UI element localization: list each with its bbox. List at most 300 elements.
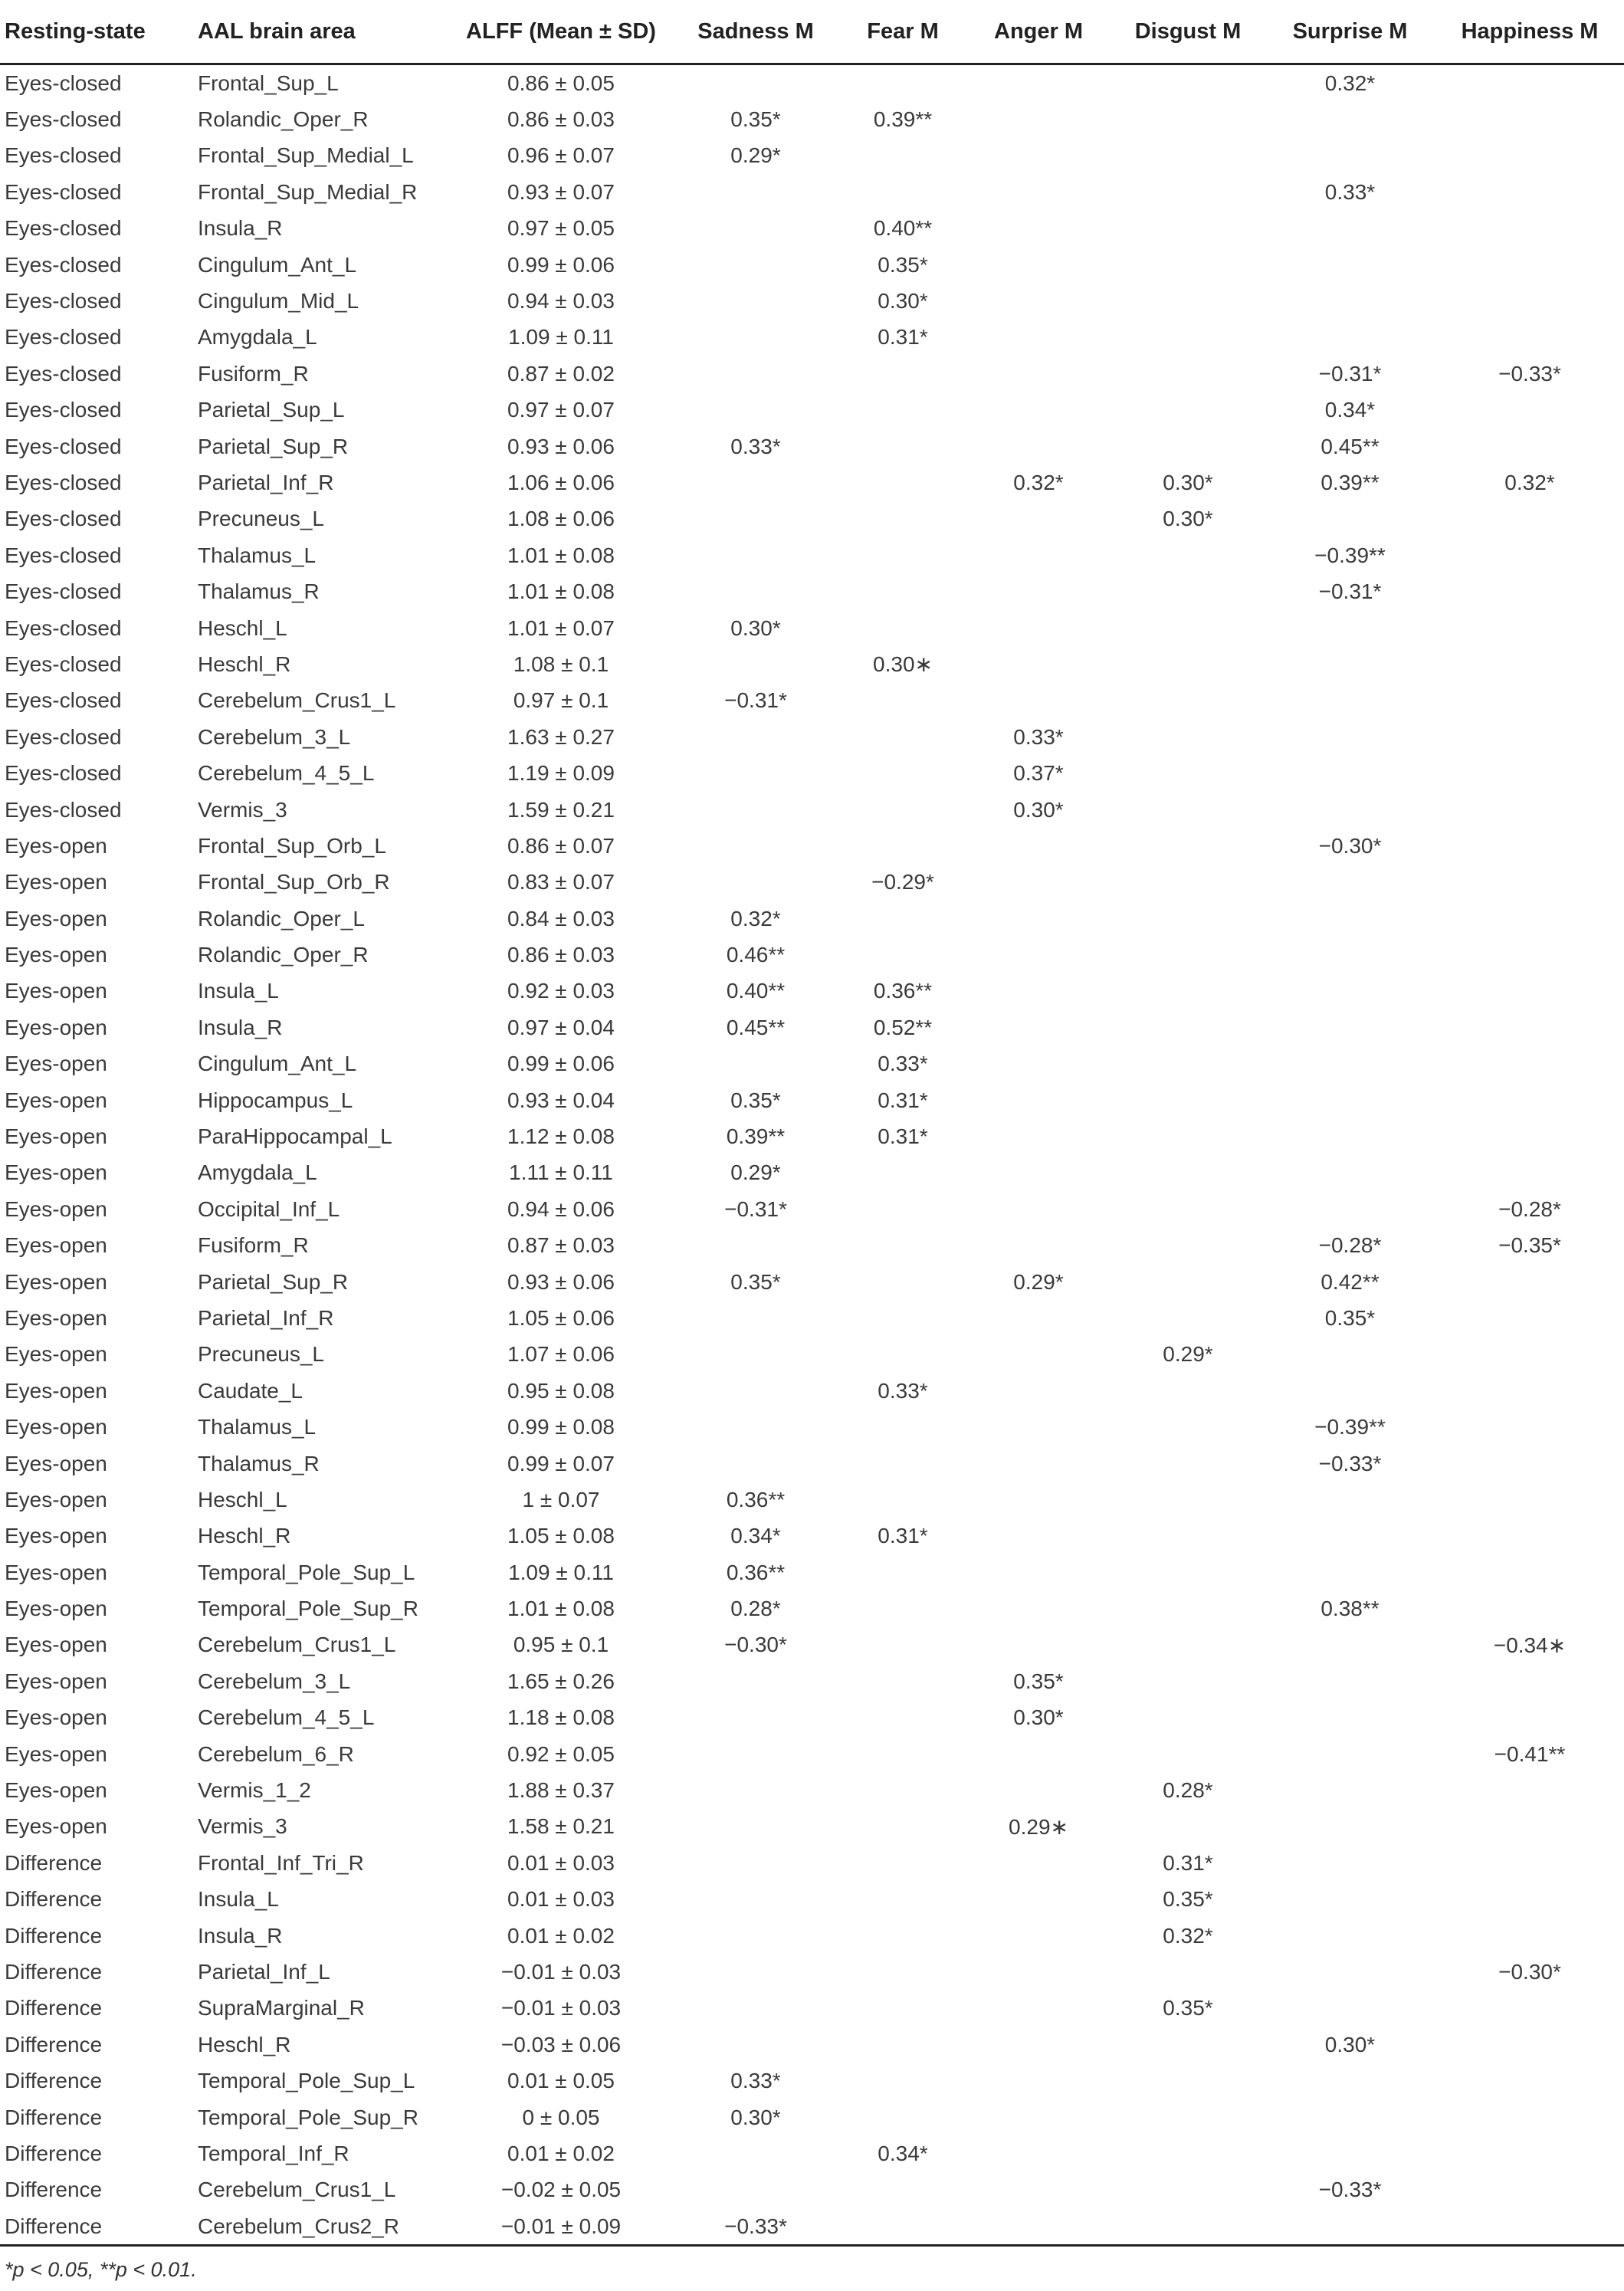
cell-happiness bbox=[1435, 1809, 1624, 1845]
cell-surprise bbox=[1265, 1663, 1435, 1699]
cell-resting-state: Eyes-closed bbox=[5, 289, 122, 313]
cell-anger bbox=[966, 1482, 1111, 1518]
cell-surprise bbox=[1265, 646, 1435, 682]
cell-alff: 1.08 ± 0.06 bbox=[507, 507, 615, 531]
cell-fear bbox=[840, 2172, 966, 2208]
cell-anger bbox=[966, 1046, 1111, 1082]
cell-resting-state: Eyes-open bbox=[5, 1451, 107, 1475]
cell-disgust: 0.30* bbox=[1163, 470, 1213, 494]
cell-fear bbox=[840, 1736, 966, 1772]
cell-happiness bbox=[1435, 865, 1624, 901]
cell-disgust bbox=[1111, 901, 1265, 937]
cell-fear bbox=[840, 392, 966, 428]
cell-brain-area: Hippocampus_L bbox=[198, 1088, 353, 1112]
cell-happiness bbox=[1435, 2027, 1624, 2063]
cell-alff: 1.09 ± 0.11 bbox=[508, 325, 614, 350]
cell-fear bbox=[840, 138, 966, 174]
cell-happiness bbox=[1435, 283, 1624, 319]
cell-alff: 0.97 ± 0.07 bbox=[507, 398, 615, 422]
cell-sadness: 0.39** bbox=[726, 1124, 786, 1149]
cell-brain-area: Precuneus_L bbox=[198, 1342, 325, 1367]
cell-disgust bbox=[1111, 428, 1265, 464]
cell-surprise bbox=[1265, 2063, 1435, 2099]
cell-sadness: 0.30* bbox=[730, 615, 781, 640]
cell-disgust bbox=[1111, 1118, 1265, 1154]
cell-surprise bbox=[1265, 865, 1435, 901]
cell-fear bbox=[840, 1845, 966, 1881]
cell-anger bbox=[966, 1627, 1111, 1663]
cell-resting-state: Eyes-open bbox=[5, 1160, 107, 1185]
cell-happiness bbox=[1435, 683, 1624, 719]
cell-sadness bbox=[671, 1991, 840, 2027]
cell-brain-area: Cerebelum_4_5_L bbox=[198, 1705, 375, 1730]
cell-sadness bbox=[671, 1845, 840, 1881]
cell-sadness: 0.34* bbox=[730, 1524, 781, 1548]
cell-brain-area: Insula_L bbox=[198, 979, 279, 1003]
cell-alff: 0.01 ± 0.03 bbox=[507, 1887, 615, 1912]
cell-resting-state: Eyes-open bbox=[5, 943, 107, 967]
cell-disgust bbox=[1111, 1954, 1265, 1990]
table-row bbox=[0, 973, 1624, 1009]
cell-happiness bbox=[1435, 1155, 1624, 1191]
cell-resting-state: Eyes-closed bbox=[5, 143, 122, 168]
table-row bbox=[0, 1809, 1624, 1845]
cell-alff: 1.63 ± 0.27 bbox=[507, 724, 615, 749]
header-surprise: Surprise M bbox=[1265, 0, 1435, 64]
cell-anger bbox=[966, 1918, 1111, 1954]
cell-disgust: 0.31* bbox=[1163, 1850, 1213, 1875]
cell-sadness bbox=[671, 356, 840, 392]
cell-sadness: −0.30* bbox=[724, 1633, 787, 1657]
cell-surprise: 0.34* bbox=[1324, 398, 1376, 422]
cell-happiness bbox=[1435, 392, 1624, 428]
cell-alff: 1.01 ± 0.07 bbox=[507, 615, 615, 640]
cell-disgust bbox=[1111, 2099, 1265, 2135]
cell-disgust bbox=[1111, 64, 1265, 102]
cell-surprise bbox=[1265, 755, 1435, 791]
table-row bbox=[0, 2027, 1624, 2063]
cell-disgust bbox=[1111, 792, 1265, 828]
table-footnote: *p < 0.05, **p < 0.01. bbox=[5, 2258, 197, 2281]
cell-sadness: 0.40** bbox=[726, 979, 786, 1003]
cell-alff: 1.07 ± 0.06 bbox=[507, 1342, 615, 1367]
table-row bbox=[0, 1772, 1624, 1808]
cell-disgust bbox=[1111, 1554, 1265, 1590]
cell-resting-state: Difference bbox=[5, 2141, 103, 2165]
cell-sadness bbox=[671, 792, 840, 828]
cell-fear bbox=[840, 1772, 966, 1808]
cell-sadness: −0.31* bbox=[724, 688, 787, 713]
cell-brain-area: Frontal_Sup_Medial_R bbox=[198, 179, 418, 204]
table-row bbox=[0, 138, 1624, 174]
cell-fear bbox=[840, 719, 966, 755]
cell-disgust bbox=[1111, 828, 1265, 864]
cell-alff: 1.06 ± 0.06 bbox=[507, 470, 615, 494]
table-row bbox=[0, 2099, 1624, 2135]
cell-resting-state: Difference bbox=[5, 1996, 103, 2020]
cell-brain-area: Caudate_L bbox=[198, 1378, 303, 1403]
cell-resting-state: Eyes-closed bbox=[5, 761, 122, 786]
cell-disgust bbox=[1111, 1228, 1265, 1264]
cell-alff: 0.99 ± 0.07 bbox=[507, 1451, 615, 1475]
cell-brain-area: Rolandic_Oper_R bbox=[198, 943, 369, 967]
cell-brain-area: Temporal_Pole_Sup_L bbox=[198, 1560, 415, 1584]
cell-surprise bbox=[1265, 211, 1435, 247]
table-row bbox=[0, 1482, 1624, 1518]
cell-sadness: 0.33* bbox=[730, 434, 781, 458]
cell-happiness bbox=[1435, 138, 1624, 174]
cell-resting-state: Eyes-closed bbox=[5, 216, 122, 241]
cell-happiness bbox=[1435, 2063, 1624, 2099]
cell-disgust bbox=[1111, 1082, 1265, 1118]
header-sadness: Sadness M bbox=[671, 0, 840, 64]
cell-surprise: 0.38** bbox=[1321, 1597, 1380, 1621]
cell-disgust bbox=[1111, 1482, 1265, 1518]
cell-anger bbox=[966, 501, 1111, 537]
cell-anger bbox=[966, 1446, 1111, 1482]
cell-fear: −0.29* bbox=[871, 870, 934, 894]
table-row bbox=[0, 1046, 1624, 1082]
table-row bbox=[0, 1300, 1624, 1336]
cell-resting-state: Eyes-closed bbox=[5, 107, 122, 132]
cell-disgust bbox=[1111, 211, 1265, 247]
cell-alff: 0.86 ± 0.03 bbox=[507, 943, 615, 967]
cell-surprise bbox=[1265, 1554, 1435, 1590]
cell-happiness bbox=[1435, 1518, 1624, 1554]
cell-happiness bbox=[1435, 1991, 1624, 2027]
cell-happiness: −0.41** bbox=[1494, 1741, 1566, 1766]
cell-resting-state: Eyes-closed bbox=[5, 688, 122, 713]
cell-surprise bbox=[1265, 719, 1435, 755]
cell-alff: 0.92 ± 0.05 bbox=[507, 1741, 615, 1766]
cell-resting-state: Eyes-closed bbox=[5, 71, 122, 95]
cell-resting-state: Difference bbox=[5, 2032, 103, 2056]
table-row bbox=[0, 610, 1624, 646]
cell-surprise bbox=[1265, 320, 1435, 356]
table-row bbox=[0, 64, 1624, 102]
cell-happiness bbox=[1435, 1446, 1624, 1482]
cell-resting-state: Eyes-closed bbox=[5, 398, 122, 422]
cell-alff: 1.65 ± 0.26 bbox=[507, 1669, 615, 1693]
cell-alff: 0.97 ± 0.05 bbox=[507, 216, 615, 241]
cell-fear bbox=[840, 1228, 966, 1264]
cell-brain-area: Frontal_Inf_Tri_R bbox=[198, 1850, 364, 1875]
cell-fear bbox=[840, 1700, 966, 1736]
cell-surprise bbox=[1265, 1991, 1435, 2027]
cell-anger bbox=[966, 174, 1111, 210]
cell-alff: 1.59 ± 0.21 bbox=[507, 797, 615, 822]
cell-brain-area: Heschl_R bbox=[198, 652, 291, 676]
cell-resting-state: Difference bbox=[5, 2105, 103, 2129]
cell-surprise bbox=[1265, 1518, 1435, 1554]
cell-alff: 1.18 ± 0.08 bbox=[507, 1705, 615, 1730]
cell-disgust bbox=[1111, 320, 1265, 356]
cell-happiness bbox=[1435, 1590, 1624, 1626]
cell-brain-area: Parietal_Inf_L bbox=[198, 1960, 330, 1984]
cell-sadness bbox=[671, 320, 840, 356]
cell-alff: 1.58 ± 0.21 bbox=[507, 1814, 615, 1839]
cell-alff: 0.93 ± 0.06 bbox=[507, 434, 615, 458]
cell-happiness bbox=[1435, 755, 1624, 791]
cell-alff: 0.95 ± 0.1 bbox=[513, 1633, 609, 1657]
table-header bbox=[0, 0, 1624, 64]
cell-fear bbox=[840, 1809, 966, 1845]
cell-brain-area: Cingulum_Mid_L bbox=[198, 289, 359, 313]
cell-surprise bbox=[1265, 1373, 1435, 1409]
cell-resting-state: Eyes-open bbox=[5, 1814, 107, 1839]
cell-brain-area: ParaHippocampal_L bbox=[198, 1124, 392, 1149]
cell-resting-state: Eyes-closed bbox=[5, 543, 122, 567]
cell-resting-state: Difference bbox=[5, 1960, 103, 1984]
cell-brain-area: Parietal_Sup_R bbox=[198, 1269, 349, 1294]
cell-fear: 0.33* bbox=[878, 1052, 928, 1076]
cell-sadness: 0.46** bbox=[726, 943, 786, 967]
cell-sadness: 0.30* bbox=[730, 2105, 781, 2129]
cell-anger bbox=[966, 1845, 1111, 1881]
cell-happiness bbox=[1435, 174, 1624, 210]
cell-happiness bbox=[1435, 1300, 1624, 1336]
cell-anger bbox=[966, 901, 1111, 937]
cell-surprise: 0.30* bbox=[1324, 2032, 1376, 2056]
cell-fear bbox=[840, 1191, 966, 1227]
cell-happiness bbox=[1435, 901, 1624, 937]
cell-anger bbox=[966, 1155, 1111, 1191]
cell-happiness bbox=[1435, 537, 1624, 573]
header-fear: Fear M bbox=[840, 0, 966, 64]
cell-brain-area: Thalamus_R bbox=[198, 1451, 320, 1475]
header-disgust: Disgust M bbox=[1111, 0, 1265, 64]
cell-anger bbox=[966, 573, 1111, 609]
cell-alff: 1.09 ± 0.11 bbox=[508, 1560, 614, 1584]
cell-fear: 0.30∗ bbox=[873, 652, 933, 677]
cell-disgust bbox=[1111, 2135, 1265, 2171]
table-row bbox=[0, 1337, 1624, 1373]
table-body bbox=[0, 64, 1624, 2246]
cell-surprise bbox=[1265, 2208, 1435, 2246]
header-alff: ALFF (Mean ± SD) bbox=[451, 0, 671, 64]
cell-anger bbox=[966, 64, 1111, 102]
cell-sadness: 0.35* bbox=[730, 1088, 781, 1112]
cell-surprise bbox=[1265, 1700, 1435, 1736]
table-row bbox=[0, 247, 1624, 283]
cell-brain-area: Cerebelum_Crus1_L bbox=[198, 1633, 396, 1657]
cell-anger bbox=[966, 1300, 1111, 1336]
cell-anger bbox=[966, 828, 1111, 864]
table-row bbox=[0, 1736, 1624, 1772]
cell-resting-state: Difference bbox=[0, 2208, 193, 2246]
table-row bbox=[0, 683, 1624, 719]
cell-fear: 0.40** bbox=[873, 216, 933, 241]
cell-disgust bbox=[1111, 1700, 1265, 1736]
cell-surprise: −0.30* bbox=[1318, 833, 1382, 858]
cell-happiness: −0.30* bbox=[1498, 1960, 1561, 1984]
cell-anger bbox=[966, 1082, 1111, 1118]
cell-anger bbox=[966, 1518, 1111, 1554]
cell-surprise: 0.35* bbox=[1324, 1305, 1376, 1330]
header-aal-brain-area: AAL brain area bbox=[193, 0, 451, 64]
cell-surprise bbox=[1265, 2135, 1435, 2171]
cell-brain-area: Insula_R bbox=[198, 216, 283, 241]
table-row bbox=[0, 1191, 1624, 1227]
cell-sadness bbox=[671, 2135, 840, 2171]
cell-brain-area: Cerebelum_Crus1_L bbox=[198, 688, 396, 713]
cell-brain-area: Temporal_Pole_Sup_L bbox=[198, 2069, 415, 2093]
table-row bbox=[0, 2135, 1624, 2171]
cell-happiness bbox=[1435, 1409, 1624, 1445]
cell-anger bbox=[966, 2208, 1111, 2246]
cell-resting-state: Eyes-closed bbox=[5, 652, 122, 676]
cell-resting-state: Difference bbox=[5, 2178, 103, 2202]
cell-disgust bbox=[1111, 610, 1265, 646]
cell-sadness: 0.29* bbox=[730, 1160, 781, 1185]
cell-fear: 0.52** bbox=[873, 1015, 933, 1039]
cell-sadness bbox=[671, 719, 840, 755]
table-row bbox=[0, 1446, 1624, 1482]
cell-happiness bbox=[1435, 320, 1624, 356]
cell-sadness bbox=[671, 1228, 840, 1264]
cell-fear: 0.31* bbox=[878, 1524, 928, 1548]
cell-happiness bbox=[1435, 1082, 1624, 1118]
cell-alff: −0.03 ± 0.06 bbox=[500, 2032, 622, 2056]
table-row bbox=[0, 901, 1624, 937]
cell-alff: 1.01 ± 0.08 bbox=[507, 1597, 615, 1621]
cell-happiness bbox=[1435, 610, 1624, 646]
cell-alff: 0.97 ± 0.1 bbox=[513, 688, 609, 713]
cell-sadness bbox=[671, 283, 840, 319]
cell-surprise bbox=[1265, 247, 1435, 283]
cell-sadness bbox=[671, 537, 840, 573]
cell-surprise bbox=[1265, 1191, 1435, 1227]
cell-brain-area: Frontal_Sup_Orb_R bbox=[198, 870, 390, 894]
cell-resting-state: Eyes-closed bbox=[5, 252, 122, 277]
cell-resting-state: Eyes-closed bbox=[5, 325, 122, 350]
cell-surprise bbox=[1265, 1736, 1435, 1772]
cell-disgust bbox=[1111, 1046, 1265, 1082]
cell-surprise bbox=[1265, 283, 1435, 319]
cell-disgust bbox=[1111, 247, 1265, 283]
cell-brain-area: Rolandic_Oper_L bbox=[198, 906, 365, 931]
table-row bbox=[0, 101, 1624, 137]
cell-fear bbox=[840, 64, 966, 102]
cell-alff: 0.92 ± 0.03 bbox=[507, 979, 615, 1003]
cell-surprise: −0.33* bbox=[1318, 1451, 1382, 1475]
cell-surprise: −0.28* bbox=[1318, 1233, 1382, 1258]
cell-disgust: 0.29* bbox=[1163, 1342, 1213, 1367]
cell-brain-area: Heschl_R bbox=[198, 1524, 291, 1548]
cell-alff: 1 ± 0.07 bbox=[522, 1487, 600, 1511]
cell-resting-state: Eyes-open bbox=[5, 1560, 107, 1584]
cell-brain-area: Vermis_3 bbox=[198, 1814, 287, 1839]
cell-anger: 0.33* bbox=[1013, 724, 1064, 749]
cell-brain-area: Temporal_Pole_Sup_R bbox=[198, 1597, 418, 1621]
cell-sadness bbox=[671, 1700, 840, 1736]
cell-brain-area: Heschl_R bbox=[198, 2032, 291, 2056]
cell-brain-area: Cerebelum_4_5_L bbox=[198, 761, 375, 786]
cell-alff: 0.96 ± 0.07 bbox=[507, 143, 615, 168]
cell-fear bbox=[840, 755, 966, 791]
cell-surprise bbox=[1265, 1046, 1435, 1082]
table-row bbox=[0, 573, 1624, 609]
cell-resting-state: Eyes-open bbox=[5, 1415, 107, 1439]
cell-sadness bbox=[671, 211, 840, 247]
cell-sadness: −0.33* bbox=[671, 2208, 840, 2246]
cell-alff: 0.01 ± 0.02 bbox=[507, 1923, 615, 1948]
cell-brain-area: Cerebelum_Crus2_R bbox=[193, 2208, 451, 2246]
cell-sadness bbox=[671, 1046, 840, 1082]
cell-anger bbox=[966, 1882, 1111, 1918]
cell-brain-area: Parietal_Inf_R bbox=[198, 1305, 334, 1330]
cell-fear bbox=[840, 1554, 966, 1590]
cell-brain-area: Frontal_Sup_Orb_L bbox=[198, 833, 386, 858]
cell-fear bbox=[840, 174, 966, 210]
cell-anger: 0.37* bbox=[1013, 761, 1064, 786]
table-row bbox=[0, 1009, 1624, 1045]
cell-happiness bbox=[1435, 1118, 1624, 1154]
table-row bbox=[0, 865, 1624, 901]
table-row bbox=[0, 1118, 1624, 1154]
cell-fear bbox=[840, 1627, 966, 1663]
cell-disgust bbox=[1111, 719, 1265, 755]
cell-brain-area: Rolandic_Oper_R bbox=[198, 107, 369, 132]
cell-anger bbox=[966, 247, 1111, 283]
cell-sadness: 0.36** bbox=[726, 1560, 786, 1584]
cell-resting-state: Eyes-open bbox=[5, 1124, 107, 1149]
cell-resting-state: Eyes-closed bbox=[5, 179, 122, 204]
cell-brain-area: Cerebelum_Crus1_L bbox=[198, 2178, 396, 2202]
cell-surprise: 0.32* bbox=[1324, 71, 1376, 95]
cell-alff: 0.84 ± 0.03 bbox=[507, 906, 615, 931]
cell-sadness: 0.35* bbox=[730, 107, 781, 132]
cell-alff: 0.97 ± 0.04 bbox=[507, 1015, 615, 1039]
cell-surprise: 0.45** bbox=[1321, 434, 1380, 458]
cell-disgust bbox=[1111, 2172, 1265, 2208]
table-row bbox=[0, 1373, 1624, 1409]
header-happiness: Happiness M bbox=[1435, 0, 1624, 64]
table-row bbox=[0, 2208, 1624, 2246]
cell-brain-area: Cerebelum_6_R bbox=[198, 1741, 354, 1766]
cell-happiness bbox=[1435, 428, 1624, 464]
cell-anger bbox=[966, 1554, 1111, 1590]
cell-disgust: 0.32* bbox=[1163, 1923, 1213, 1948]
cell-resting-state: Eyes-open bbox=[5, 1052, 107, 1076]
cell-happiness bbox=[1435, 2135, 1624, 2171]
cell-sadness bbox=[671, 2027, 840, 2063]
cell-resting-state: Eyes-open bbox=[5, 1741, 107, 1766]
cell-alff: 1.11 ± 0.11 bbox=[509, 1160, 613, 1185]
table-row bbox=[0, 1954, 1624, 1990]
cell-happiness: −0.28* bbox=[1498, 1196, 1561, 1221]
header-row bbox=[0, 0, 1624, 64]
cell-fear bbox=[840, 937, 966, 973]
cell-anger bbox=[966, 865, 1111, 901]
cell-anger bbox=[966, 537, 1111, 573]
header-anger: Anger M bbox=[966, 0, 1111, 64]
cell-brain-area: Insula_L bbox=[198, 1887, 279, 1912]
cell-fear: 0.31* bbox=[878, 1088, 928, 1112]
table-row bbox=[0, 1409, 1624, 1445]
cell-disgust bbox=[1111, 2063, 1265, 2099]
cell-happiness bbox=[1435, 2099, 1624, 2135]
cell-resting-state: Eyes-open bbox=[5, 1378, 107, 1403]
cell-alff: 1.01 ± 0.08 bbox=[507, 579, 615, 604]
cell-anger bbox=[966, 973, 1111, 1009]
cell-disgust bbox=[1111, 683, 1265, 719]
cell-resting-state: Eyes-closed bbox=[5, 579, 122, 604]
cell-sadness: 0.29* bbox=[730, 143, 781, 168]
cell-alff: 0.99 ± 0.08 bbox=[507, 1415, 615, 1439]
cell-happiness bbox=[1435, 1663, 1624, 1699]
cell-surprise bbox=[1265, 1918, 1435, 1954]
